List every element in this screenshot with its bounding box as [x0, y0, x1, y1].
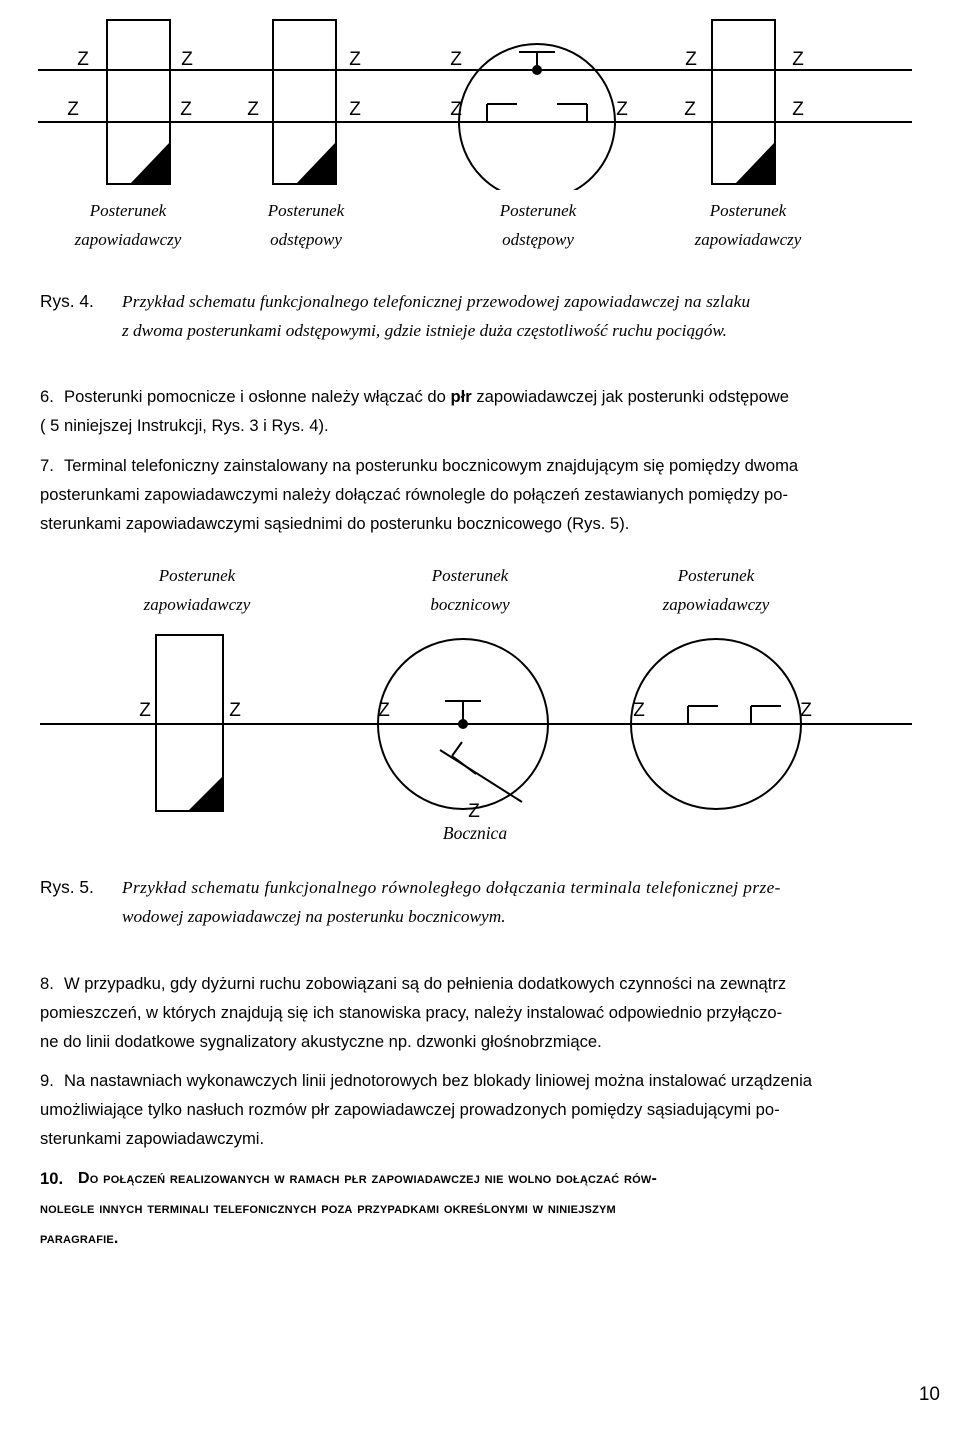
z-mark: Z: [792, 49, 804, 70]
z-mark: Z: [450, 49, 462, 70]
z-mark: Z: [349, 49, 361, 70]
z-mark: Z: [181, 49, 193, 70]
z-mark: Z: [349, 99, 361, 120]
figure-4-caption: Rys. 4. Przykład schematu funkcjonalnego telefonicznej przewodowej zapowiadawczej na szlaku z dwoma posterunkami odstępowymi, gdzie istnieje duża częstotliwość ruchu pociągów.: [40, 291, 751, 340]
z-mark: Z: [77, 49, 89, 70]
paragraph-8: 8. W przypadku, gdy dyżurni ruchu zobowiązani są do pełnienia dodatkowych czynności na zewnątrz pomieszczeń, w których znajdują się ich stanowiska pracy, należy instalować odpowiednio przyłączo- ne do linii dodatkowe sygnalizatory akustyczne np. dzwonki głośnobrzmiące.: [40, 974, 787, 1051]
z-mark: Z: [792, 99, 804, 120]
z-mark: Z: [180, 99, 192, 120]
z-mark: Z: [67, 99, 79, 120]
station-label: Posterunek zapowiadawczy: [694, 201, 802, 249]
z-mark: Z: [684, 99, 696, 120]
z-mark: Z: [450, 99, 462, 120]
z-mark: Z: [139, 700, 151, 721]
siding-label: Bocznica: [442, 823, 508, 843]
z-mark: Z: [468, 801, 480, 822]
figure-5-caption: Rys. 5. Przykład schematu funkcjonalnego równoległego dołączania terminala telefonicznej prze- wodowej zapowiadawczej na posterunku bocznicowym.: [40, 877, 781, 926]
z-mark: Z: [800, 700, 812, 721]
station-label: Posterunek zapowiadawczy: [74, 201, 182, 249]
paragraph-10: 10. Do połączeń realizowanych w ramach płr zapowiadawczej nie wolno dołączać rów- nolegle innych terminali telefonicznych poza przypadkami określonymi w niniejszym paragrafie.: [40, 1169, 658, 1247]
junction-dot: [532, 65, 542, 75]
z-mark: Z: [633, 700, 645, 721]
figure-5-diagram: [0, 630, 960, 830]
z-mark: Z: [229, 700, 241, 721]
station-label: Posterunek odstępowy: [499, 201, 577, 249]
z-mark: Z: [685, 49, 697, 70]
station-label: Posterunek odstępowy: [267, 201, 345, 249]
siding-branch-line: [440, 750, 522, 802]
z-mark: Z: [378, 700, 390, 721]
station-label: Posterunek bocznicowy: [430, 566, 510, 614]
paragraph-6: 6. Posterunki pomocnicze i osłonne należy włączać do płr zapowiadawczej jak posterunki odstępowe ( 5 niniejszej Instrukcji, Rys. 3 i Rys. 4).: [40, 387, 790, 435]
figure-4-diagram: [0, 0, 960, 190]
junction-dot: [458, 719, 468, 729]
page-number: 10: [918, 1384, 940, 1405]
station-label: Posterunek zapowiadawczy: [662, 566, 770, 614]
paragraph-7: 7. Terminal telefoniczny zainstalowany na posterunku bocznicowym znajdującym się pomiędzy dwoma posterunkami zapowiadawczymi należy dołączać równolegle do połączeń zestawianych pomiędzy po- sterunkami zapowiadawczymi sąsiednimi do posterunku bocznicowego (Rys. 5).: [40, 456, 799, 533]
z-mark: Z: [247, 99, 259, 120]
paragraph-9: 9. Na nastawniach wykonawczych linii jednotorowych bez blokady liniowej można instalować urządzenia umożliwiające tylko nasłuch rozmów płr zapowiadawczej prowadzonych pomiędzy sąsiadującymi po- sterunkami zapowiadawczymi.: [40, 1071, 813, 1148]
z-mark: Z: [616, 99, 628, 120]
station-label: Posterunek zapowiadawczy: [143, 566, 251, 614]
